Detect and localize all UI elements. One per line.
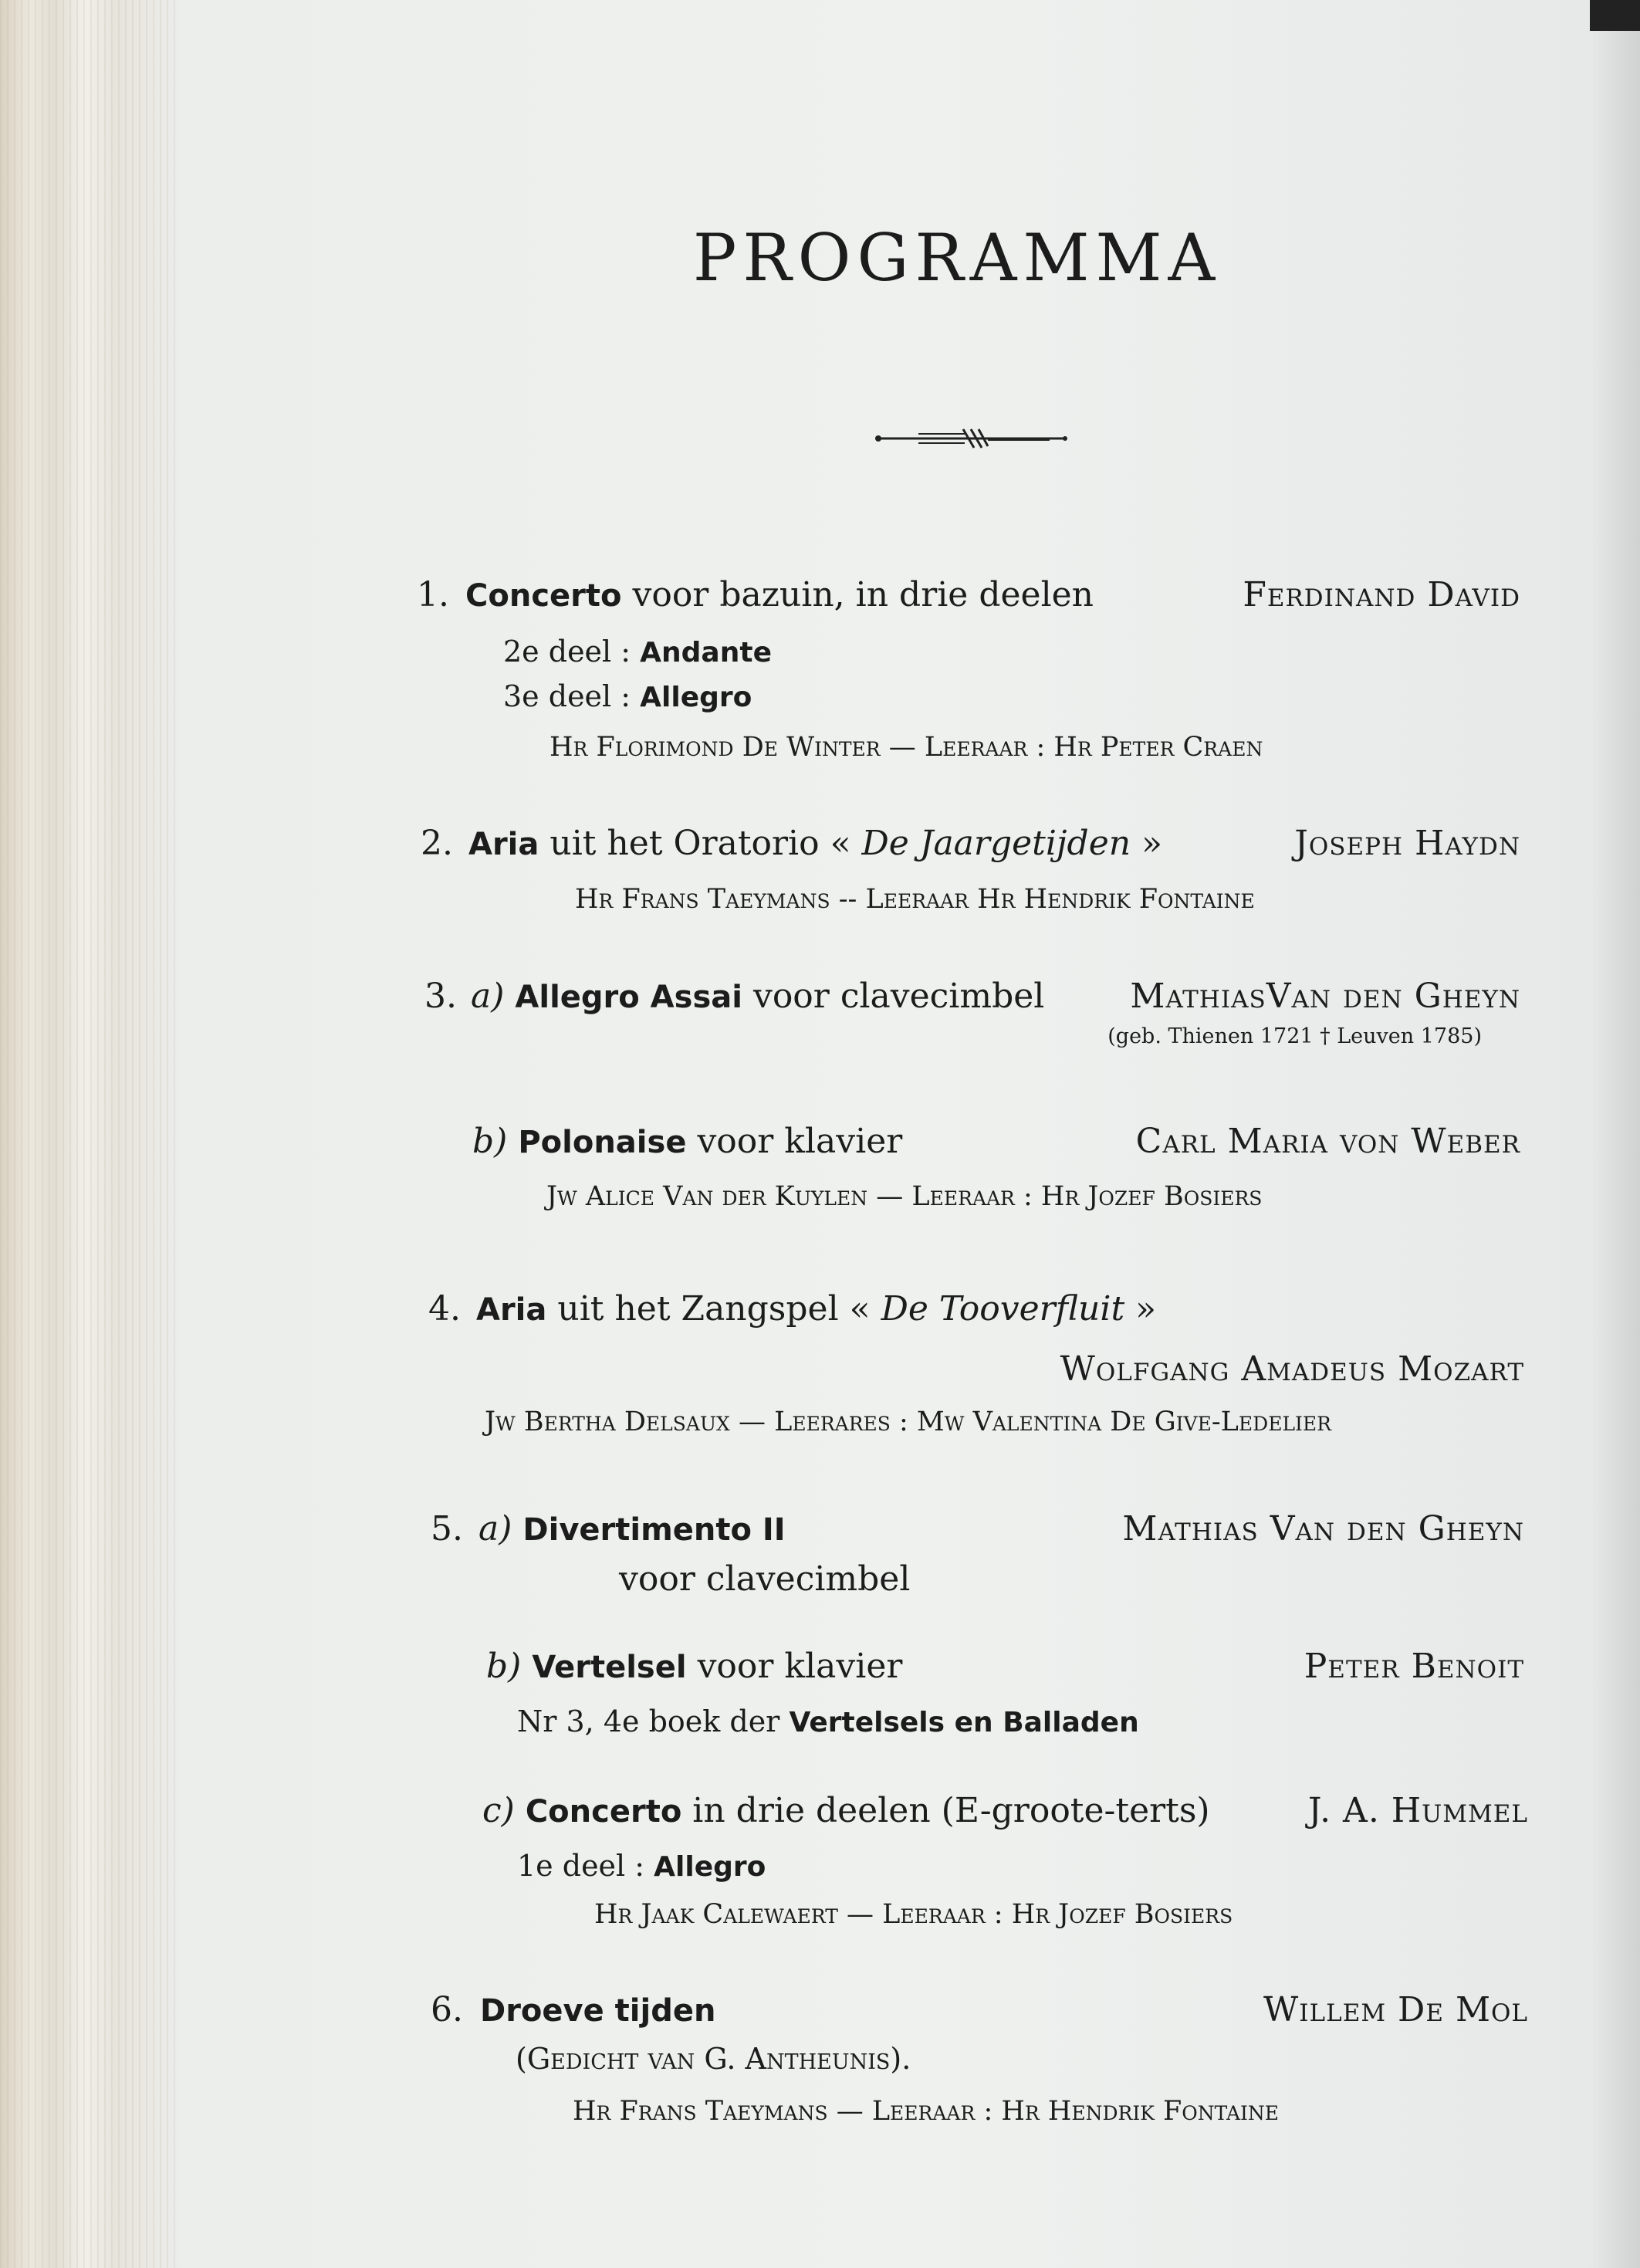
item-1-work: Concerto voor bazuin, in drie deelen bbox=[465, 575, 1094, 614]
item-3-performer: Jw Alice Van der Kuylen — Leeraar : Hr Jozef Bosiers bbox=[546, 1181, 1263, 1212]
item-5b-composer: Peter Benoit bbox=[1304, 1647, 1524, 1686]
item-2-number: 2. bbox=[421, 824, 453, 863]
item-1-part-2: 3e deel : Allegro bbox=[503, 679, 752, 713]
item-2-work: Aria uit het Oratorio « De Jaargetijden » bbox=[468, 824, 1162, 863]
item-5c-work: c) Concerto in drie deelen (E-groote-terts) bbox=[482, 1791, 1210, 1830]
item-4-work: Aria uit het Zangspel « De Tooverfluit » bbox=[476, 1289, 1157, 1329]
item-6-number: 6. bbox=[431, 1990, 463, 2029]
item-5c-part: 1e deel : Allegro bbox=[517, 1849, 766, 1883]
item-5a-work-line2: voor clavecimbel bbox=[619, 1559, 911, 1599]
item-3a-composer: MathiasVan den Gheyn bbox=[1130, 977, 1520, 1016]
item-2-performer: Hr Frans Taeymans -- Leeraar Hr Hendrik Fontaine bbox=[575, 884, 1255, 915]
item-6-detail: (Gedicht van G. Antheunis). bbox=[516, 2042, 911, 2076]
item-6-work: Droeve tijden bbox=[480, 1993, 716, 2029]
item-5a-work: a) Divertimento II bbox=[478, 1509, 786, 1549]
item-1-part-1: 2e deel : Andante bbox=[503, 635, 772, 669]
item-4-performer: Jw Bertha Delsaux — Leerares : Mw Valentina De Give-Ledelier bbox=[485, 1406, 1331, 1437]
page-edge-texture bbox=[0, 0, 178, 2268]
item-1-composer: Ferdinand David bbox=[1243, 575, 1520, 614]
corner-shadow bbox=[1590, 0, 1640, 31]
item-5b-detail: Nr 3, 4e boek der Vertelsels en Balladen bbox=[517, 1704, 1139, 1738]
item-5-performer: Hr Jaak Calewaert — Leeraar : Hr Jozef Bosiers bbox=[594, 1899, 1233, 1930]
item-5b-work: b) Vertelsel voor klavier bbox=[486, 1647, 903, 1686]
item-3a-note: (geb. Thienen 1721 † Leuven 1785) bbox=[1107, 1024, 1482, 1048]
item-6-composer: Willem De Mol bbox=[1263, 1990, 1528, 2029]
page-title: PROGRAMMA bbox=[692, 220, 1222, 296]
ornament-divider-icon bbox=[872, 423, 1073, 454]
item-5c-composer: J. A. Hummel bbox=[1307, 1791, 1528, 1830]
item-5a-composer: Mathias Van den Gheyn bbox=[1122, 1509, 1524, 1549]
item-3a-work: a) Allegro Assai voor clavecimbel bbox=[471, 977, 1045, 1016]
item-4-composer: Wolfgang Amadeus Mozart bbox=[1060, 1349, 1524, 1389]
item-1-number: 1. bbox=[417, 575, 449, 614]
item-6-performer: Hr Frans Taeymans — Leeraar : Hr Hendrik Fontaine bbox=[573, 2096, 1280, 2127]
item-2-composer: Joseph Haydn bbox=[1294, 824, 1520, 863]
item-3b-composer: Carl Maria von Weber bbox=[1135, 1122, 1520, 1161]
item-3-number: 3. bbox=[424, 977, 457, 1016]
item-4-number: 4. bbox=[428, 1289, 461, 1329]
item-3b-work: b) Polonaise voor klavier bbox=[472, 1122, 903, 1161]
item-5-number: 5. bbox=[431, 1509, 463, 1549]
item-1-performer: Hr Florimond De Winter — Leeraar : Hr Peter Craen bbox=[549, 732, 1263, 763]
